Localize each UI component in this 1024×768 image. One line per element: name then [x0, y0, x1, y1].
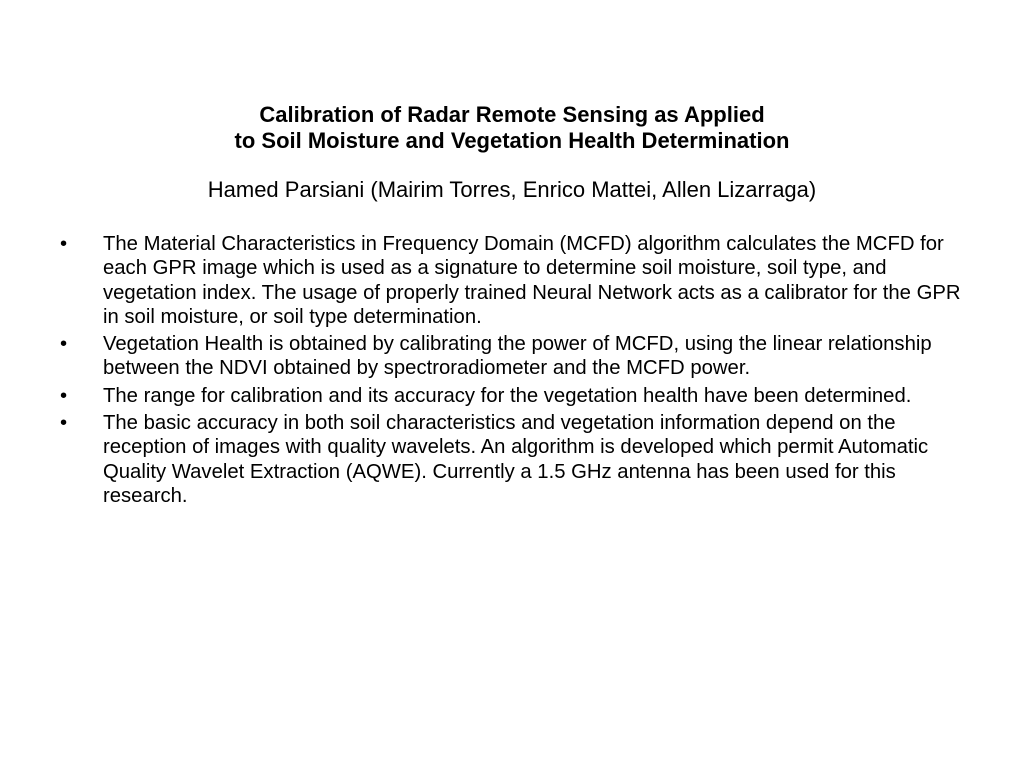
title-line-2: to Soil Moisture and Vegetation Health Determination [234, 128, 790, 153]
author-line: Hamed Parsiani (Mairim Torres, Enrico Mattei, Allen Lizarraga) [207, 177, 817, 202]
bullet-item [60, 384, 970, 408]
bullet-text: The basic accuracy in both soil characteristics and vegetation information depend on the reception of images with quality wavelets. An algorithm is developed which permit Automatic Quality Wavelet Extraction (AQWE). Currently a 1.5 GHz antenna has been used for this research. [103, 412, 929, 507]
bullet-list [60, 232, 970, 511]
bullet-dot-icon: • [60, 233, 68, 255]
bullet-text: The range for calibration and its accuracy for the vegetation health have been determined. [103, 384, 912, 407]
title-line-1: Calibration of Radar Remote Sensing as Applied [259, 102, 765, 127]
bullet-dot-icon: • [60, 333, 68, 356]
bullet-item [60, 232, 970, 329]
bullet-item [60, 411, 970, 508]
bullet-text: The Material Characteristics in Frequency Domain (MCFD) algorithm calculates the MCFD for each GPR image which is used as a signature to determine soil moisture, soil type, and vegetation index. The usage of properly trained Neural Network acts as a calibrator for the GPR in soil moisture, or soil type determination. [103, 233, 961, 328]
bullet-item [60, 332, 970, 381]
slide-title [0, 102, 1024, 154]
bullet-dot-icon: • [60, 412, 68, 435]
bullet-text: Vegetation Health is obtained by calibrating the power of MCFD, using the linear relationship between the NDVI obtained by spectroradiometer and the MCFD power. [103, 333, 932, 380]
bullet-dot-icon: • [60, 384, 68, 407]
